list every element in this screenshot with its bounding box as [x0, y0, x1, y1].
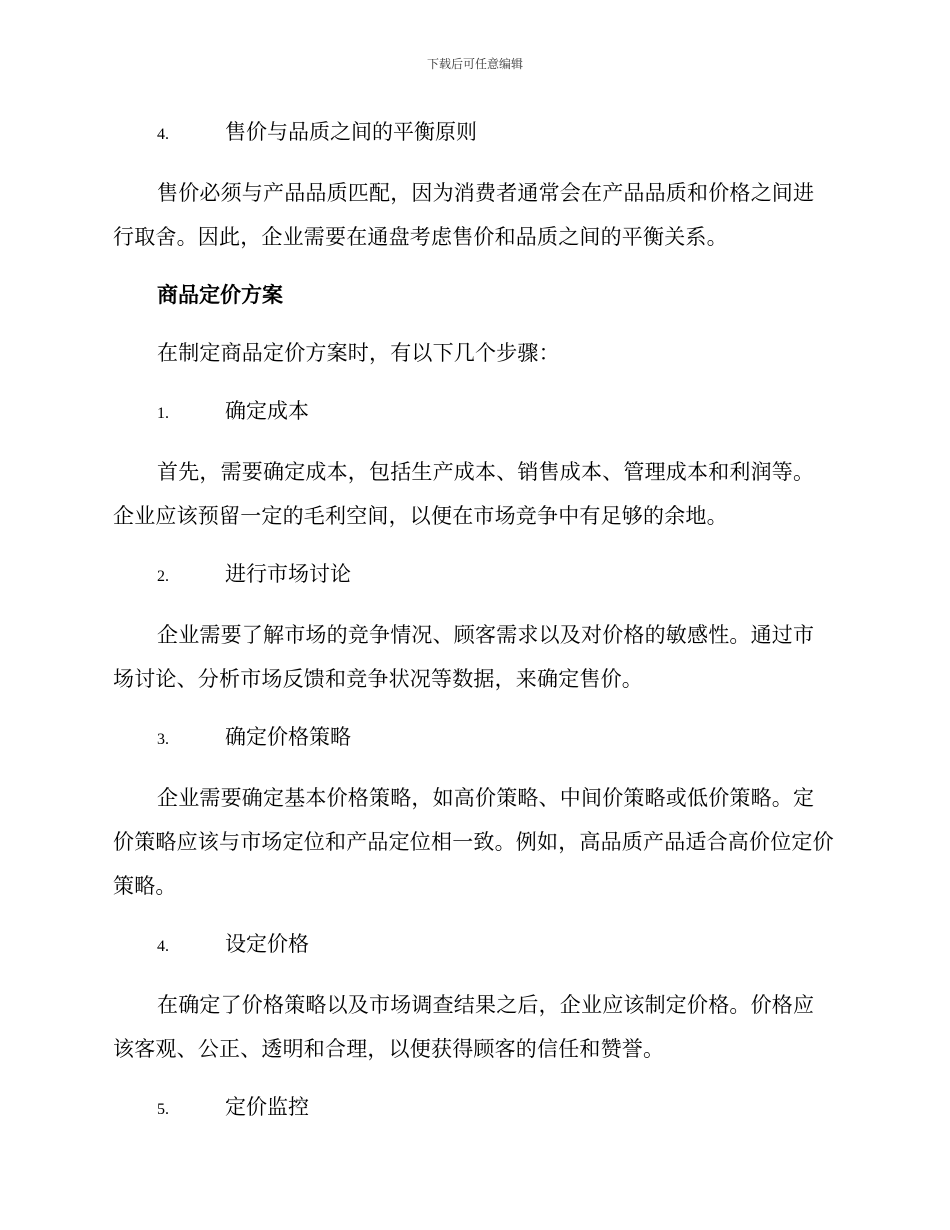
paragraph: 在确定了价格策略以及市场调查结果之后，企业应该制定价格。价格应该客观、公正、透明和合理，以便获得顾客的信任和赞誉。	[113, 993, 815, 1061]
list-heading-text: 设定价格	[225, 932, 309, 956]
list-heading-text: 确定价格策略	[225, 725, 351, 749]
list-item-heading	[113, 552, 835, 599]
list-number: 3.	[157, 731, 169, 748]
paragraph: 首先，需要确定成本，包括生产成本、销售成本、管理成本和利润等。企业应该预留一定的毛利空间，以便在市场竞争中有足够的余地。	[113, 460, 815, 528]
list-heading-text: 售价与品质之间的平衡原则	[225, 120, 477, 144]
list-item-heading	[113, 1085, 835, 1132]
document-body	[113, 110, 835, 1146]
page-header: 下载后可任意编辑	[426, 57, 523, 71]
list-item-heading	[113, 389, 835, 436]
paragraph: 售价必须与产品品质匹配，因为消费者通常会在产品品质和价格之间进行取舍。因此，企业需要在通盘考虑售价和品质之间的平衡关系。	[113, 181, 815, 249]
paragraph: 在制定商品定价方案时，有以下几个步骤：	[157, 341, 560, 365]
list-item-heading	[113, 922, 835, 969]
list-heading-text: 定价监控	[225, 1095, 309, 1119]
section-title: 商品定价方案	[157, 283, 283, 307]
list-heading-text: 确定成本	[225, 399, 309, 423]
list-item-heading	[113, 715, 835, 762]
list-number: 4.	[157, 126, 169, 143]
list-number: 4.	[157, 938, 169, 955]
paragraph: 企业需要确定基本价格策略，如高价策略、中间价策略或低价策略。定价策略应该与市场定位和产品定位相一致。例如，高品质产品适合高价位定价策略。	[113, 786, 834, 898]
list-heading-text: 进行市场讨论	[225, 562, 351, 586]
list-number: 2.	[157, 568, 169, 585]
list-number: 1.	[157, 405, 169, 422]
list-number: 5.	[157, 1101, 169, 1118]
list-item-heading	[113, 110, 835, 157]
paragraph: 企业需要了解市场的竞争情况、顾客需求以及对价格的敏感性。通过市场讨论、分析市场反馈和竞争状况等数据，来确定售价。	[113, 623, 815, 691]
